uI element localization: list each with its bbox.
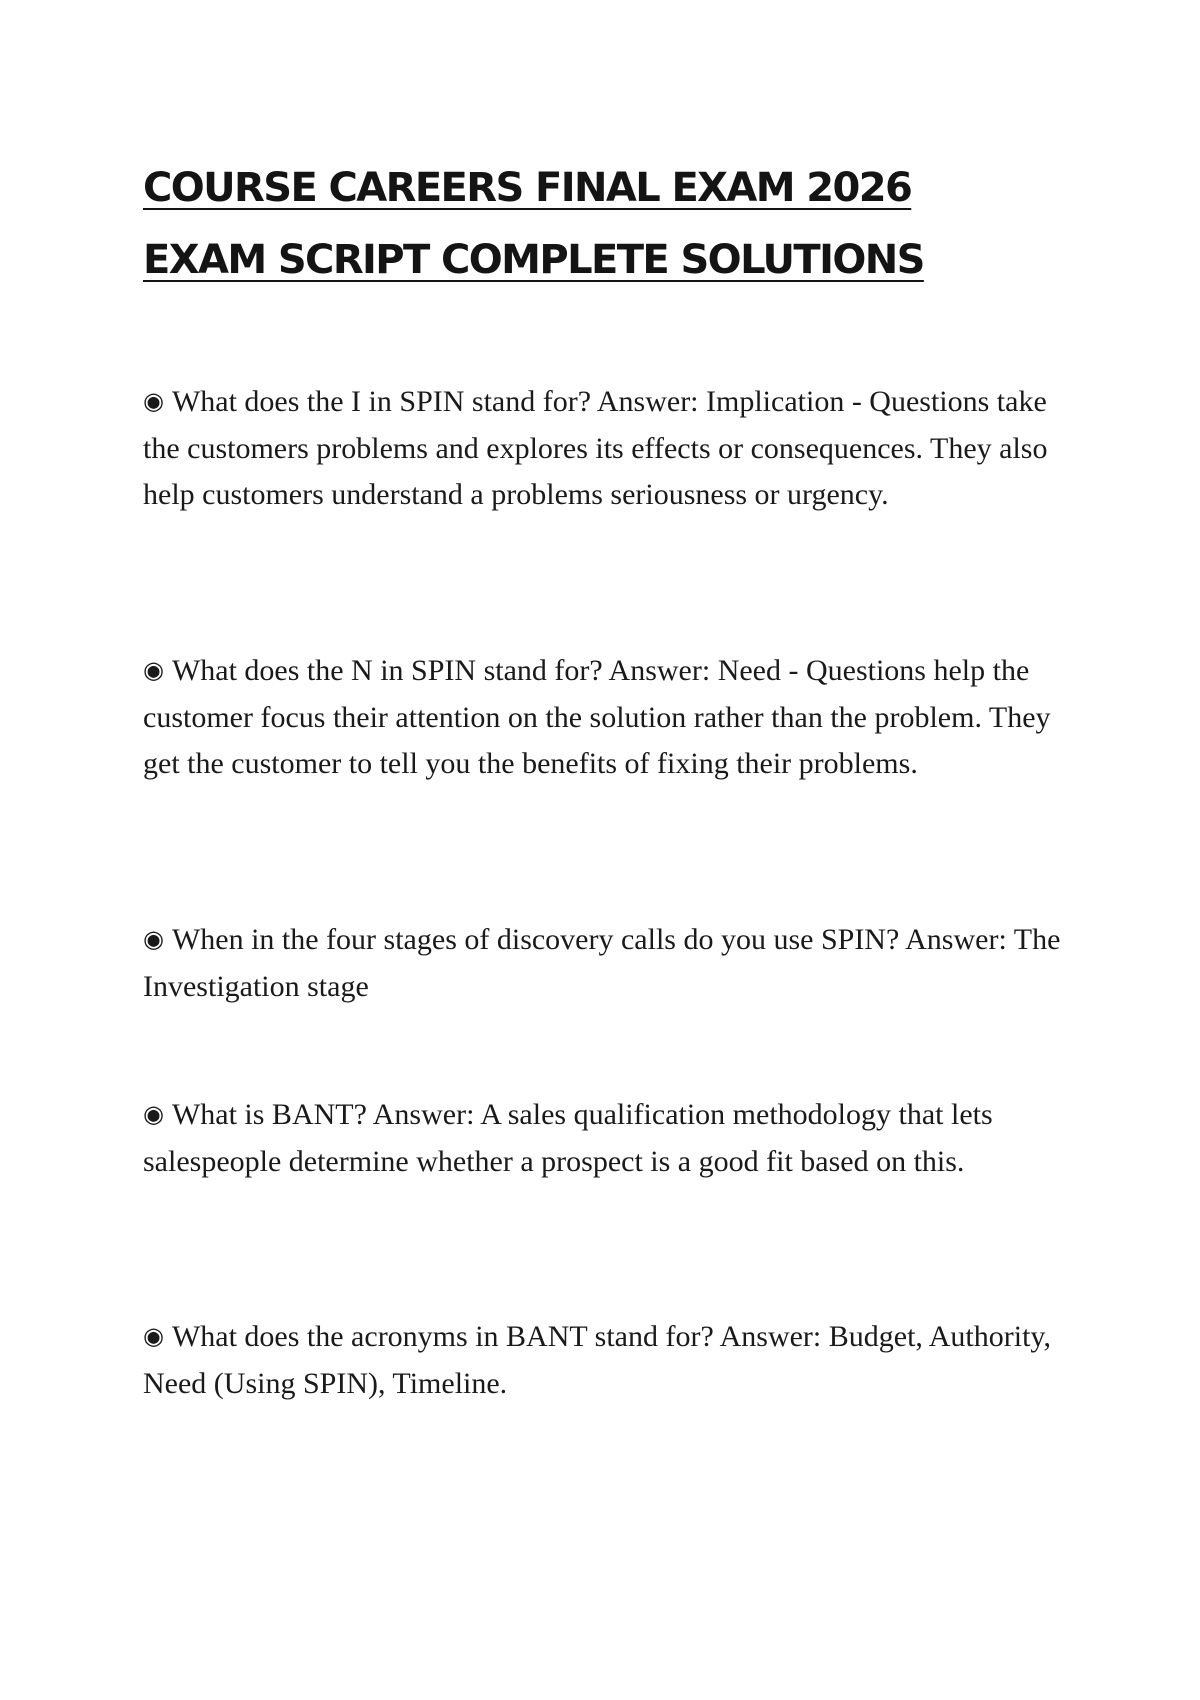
qa-item [143,647,1083,788]
document-title: COURSE CAREERS FINAL EXAM 2026 EXAM SCRIPT COMPLETE SOLUTIONS [143,165,924,283]
qa-item [143,1091,1083,1185]
radio-bullet-icon: ◉ [143,387,164,415]
qa-text: What does the I in SPIN stand for? Answer: Implication - Questions take the customers problems and explores its effects or consequences. They also help customers understand a problems seriousness or urgency. [143,385,1048,511]
qa-item [143,1313,1083,1407]
qa-item [143,378,1083,519]
qa-text: What does the N in SPIN stand for? Answer: Need - Questions help the customer focus their attention on the solution rather than the problem. They get the customer to tell you the benefits of fixing their problems. [143,654,1051,780]
radio-bullet-icon: ◉ [143,1100,164,1128]
radio-bullet-icon: ◉ [143,656,164,684]
radio-bullet-icon: ◉ [143,925,164,953]
qa-text: What does the acronyms in BANT stand for? Answer: Budget, Authority, Need (Using SPIN), Timeline. [143,1320,1051,1400]
qa-text: What is BANT? Answer: A sales qualification methodology that lets salespeople determine whether a prospect is a good fit based on this. [143,1098,993,1178]
qa-text: When in the four stages of discovery calls do you use SPIN? Answer: The Investigation stage [143,923,1061,1003]
radio-bullet-icon: ◉ [143,1322,164,1350]
qa-item [143,916,1083,1010]
